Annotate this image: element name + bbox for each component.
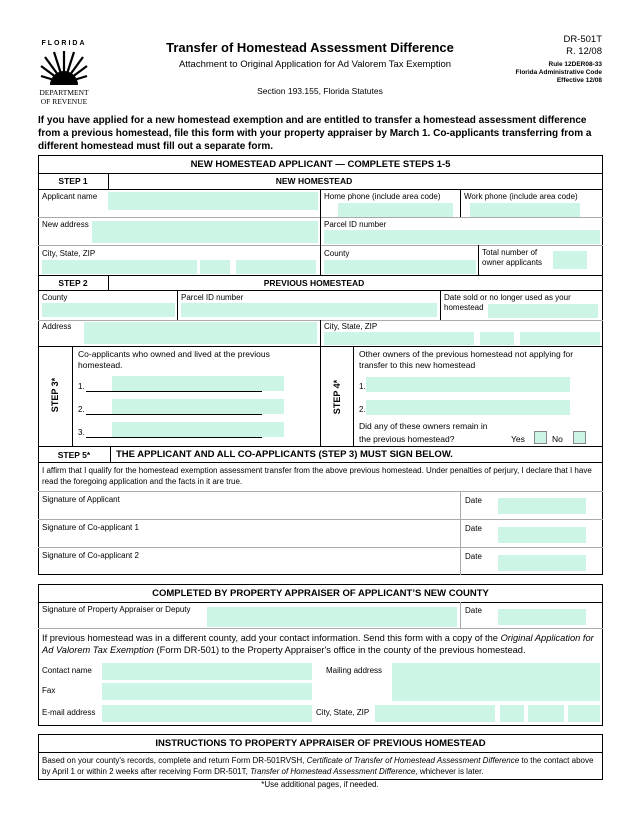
step5-title: THE APPLICANT AND ALL CO-APPLICANTS (STEP 3) MUST SIGN BELOW.: [116, 449, 453, 460]
section-applicant-title: NEW HOMESTEAD APPLICANT — COMPLETE STEPS 1-5: [190, 159, 451, 170]
appraiser-city-label: City, State, ZIP: [316, 708, 370, 717]
step4-label: STEP 4*: [332, 379, 342, 415]
form-title: Transfer of Homestead Assessment Difference: [166, 40, 454, 55]
mailing-address-label: Mailing address: [326, 666, 383, 675]
fax-label: Fax: [42, 686, 56, 695]
affirmation-text: I affirm that I qualify for the homestead exemption assessment transfer from the above previous homestead. Under penalties of perjury, I declare that I have read the foregoing application and the facts in it are true.: [42, 466, 592, 486]
sig-pa-date-label: Date: [465, 606, 482, 615]
form-revision: R. 12/08: [566, 46, 602, 57]
appraiser-note-b: Original Application for Ad Valorem Tax Exemption: [42, 633, 594, 655]
effective-date: Effective 12/08: [556, 77, 602, 84]
sig-co2-date-label: Date: [465, 552, 482, 561]
step2-title: PREVIOUS HOMESTEAD: [263, 278, 365, 288]
step3-text: Co-applicants who owned and lived at the previous homestead.: [78, 349, 270, 370]
home-phone-label: Home phone (include area code): [324, 192, 441, 201]
dor-logo: [38, 40, 90, 108]
no-checkbox[interactable]: [573, 431, 586, 444]
appraiser-note-c: (Form DR-501) to the Property Appraiser's office in the county of the previous homestead.: [153, 645, 526, 655]
work-phone-field[interactable]: [470, 203, 580, 217]
contact-name-field[interactable]: [102, 663, 312, 680]
step4-n1: 1.: [359, 382, 366, 391]
date-sold-field[interactable]: [488, 304, 598, 318]
other-owner-2-field[interactable]: [366, 400, 570, 415]
sig-co1-date-field[interactable]: [498, 527, 586, 543]
contact-name-label: Contact name: [42, 666, 92, 675]
step5-label: STEP 5*: [57, 450, 91, 460]
step3-n3: 3.: [78, 428, 85, 437]
prev-state-field[interactable]: [480, 332, 514, 345]
appraiser-city-field[interactable]: [375, 705, 495, 722]
sig-co1-date-label: Date: [465, 524, 482, 533]
yes-checkbox[interactable]: [534, 431, 547, 444]
email-label: E-mail address: [42, 708, 96, 717]
prev-county-field[interactable]: [42, 303, 175, 317]
prev-address-label: Address: [42, 322, 72, 331]
coapplicant-3-field[interactable]: [112, 422, 284, 437]
sig-pa-field[interactable]: [207, 607, 457, 627]
appraiser-state-field[interactable]: [500, 705, 524, 722]
sunburst-icon: [40, 49, 88, 85]
mailing-address-field[interactable]: [392, 663, 600, 701]
admin-code: Florida Administrative Code: [515, 69, 602, 76]
sig-pa-label: Signature of Property Appraiser or Deputy: [42, 605, 191, 614]
step3-label: STEP 3*: [50, 377, 60, 413]
state-field[interactable]: [200, 260, 230, 274]
step4-text: Other owners of the previous homestead not applying for transfer to this new homestead: [359, 349, 574, 370]
date-sold-label: Date sold or no longer used as your homestead: [444, 293, 571, 312]
logo-bottom-text-1: DEPARTMENT: [39, 88, 89, 97]
total-owners-field[interactable]: [553, 251, 587, 269]
applicant-name-field[interactable]: [108, 192, 318, 210]
prev-zip-field[interactable]: [520, 332, 600, 345]
no-label: No: [552, 434, 563, 444]
rule-number: Rule 12DER08-33: [548, 61, 602, 68]
logo-bottom-text-2: OF REVENUE: [40, 97, 88, 106]
work-phone-label: Work phone (include area code): [464, 192, 578, 201]
section-appraiser-prev-title: INSTRUCTIONS TO PROPERTY APPRAISER OF PREVIOUS HOMESTEAD: [155, 738, 486, 749]
step3-n2: 2.: [78, 405, 85, 414]
step1-title: NEW HOMESTEAD: [275, 176, 353, 186]
instructions-c: to the contact above by April 1 or within 2 weeks after receiving Form DR-501T,: [42, 756, 594, 776]
new-address-label: New address: [42, 220, 89, 229]
step4-n2: 2.: [359, 405, 366, 414]
prev-city-label: City, State, ZIP: [324, 322, 378, 331]
new-address-field[interactable]: [92, 221, 318, 243]
form-number: DR-501T: [563, 34, 602, 45]
sig-co1-label: Signature of Co-applicant 1: [42, 523, 139, 532]
statute: Section 193.155, Florida Statutes: [257, 86, 383, 96]
logo-top-text: FLORIDA: [41, 40, 87, 47]
sig-applicant-date-label: Date: [465, 496, 482, 505]
instructions-e: whichever is later.: [417, 767, 484, 776]
owners-remain-question: Did any of these owners remain in the previous homestead?: [359, 421, 488, 444]
sig-applicant-date-field[interactable]: [498, 498, 586, 514]
parcel-id-label: Parcel ID number: [324, 220, 387, 229]
instructions-b: Certificate of Transfer of Homestead Assessment Difference: [306, 756, 520, 765]
footer-note: *Use additional pages, if needed.: [261, 780, 379, 789]
county-field[interactable]: [324, 260, 476, 274]
instructions-d: Transfer of Homestead Assessment Difference,: [250, 767, 418, 776]
prev-county-label: County: [42, 293, 68, 302]
appraiser-note: [42, 632, 598, 656]
prev-parcel-label: Parcel ID number: [181, 293, 244, 302]
section-appraiser-new-title: COMPLETED BY PROPERTY APPRAISER OF APPLICANT’S NEW COUNTY: [152, 588, 489, 599]
applicant-name-label: Applicant name: [42, 192, 98, 201]
total-owners-label: Total number of owner applicants: [482, 248, 543, 267]
intro-text: If you have applied for a new homestead exemption and are entitled to transfer a homestead assessment difference from a previous homestead, file this form with your property appraiser by March 1. Co-applicants transferring from a different homestead must fill out a separate form.: [38, 115, 592, 152]
coapplicant-2-field[interactable]: [112, 399, 284, 414]
yes-label: Yes: [511, 434, 525, 444]
prev-city-field[interactable]: [324, 332, 474, 345]
prev-parcel-field[interactable]: [181, 303, 437, 317]
appraiser-zip4-field[interactable]: [568, 705, 600, 722]
zip-field[interactable]: [236, 260, 316, 274]
step1-label: STEP 1: [58, 176, 88, 186]
step2-label: STEP 2: [58, 278, 88, 288]
city-state-zip-label: City, State, ZIP: [42, 249, 96, 258]
other-owner-1-field[interactable]: [366, 377, 570, 392]
home-phone-field[interactable]: [338, 203, 453, 217]
prev-address-field[interactable]: [84, 322, 317, 344]
fax-field[interactable]: [102, 683, 312, 700]
sig-applicant-label: Signature of Applicant: [42, 495, 120, 504]
sig-pa-date-field[interactable]: [498, 609, 586, 625]
email-field[interactable]: [102, 705, 312, 722]
parcel-id-field[interactable]: [324, 230, 600, 244]
sig-co2-label: Signature of Co-applicant 2: [42, 551, 139, 560]
instructions-a: Based on your county's records, complete and return Form DR-501RVSH,: [42, 756, 307, 765]
appraiser-note-a: If previous homestead was in a different county, add your contact information. Send this form with a copy of the: [42, 633, 501, 643]
appraiser-zip-field[interactable]: [528, 705, 564, 722]
coapplicant-1-field[interactable]: [112, 376, 284, 391]
step3-n1: 1.: [78, 382, 85, 391]
city-field[interactable]: [42, 260, 197, 274]
county-label: County: [324, 249, 350, 258]
form-subtitle: Attachment to Original Application for Ad Valorem Tax Exemption: [178, 59, 452, 70]
sig-co2-date-field[interactable]: [498, 555, 586, 571]
instructions-text: [42, 755, 602, 777]
